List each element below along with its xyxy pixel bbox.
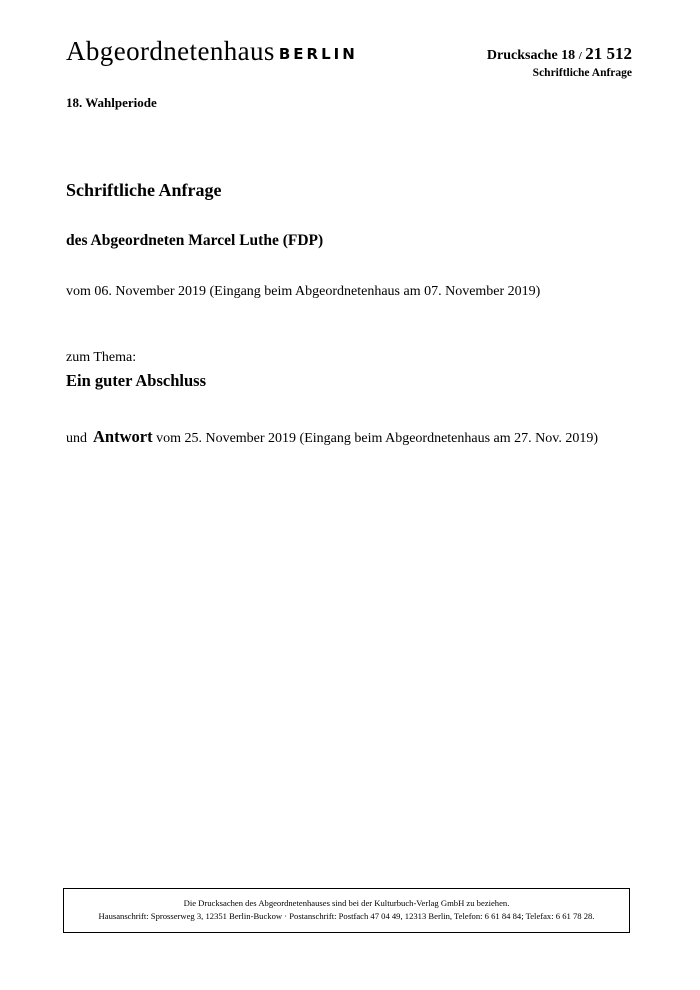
- topic-title: Ein guter Abschluss: [66, 371, 206, 390]
- date-line: vom 06. November 2019 (Eingang beim Abgeordnetenhaus am 07. November 2019): [66, 284, 541, 299]
- parliament-logo: [66, 38, 358, 65]
- drucksache-number: [487, 44, 632, 64]
- footer-box: [63, 888, 630, 933]
- document-title: Schriftliche Anfrage: [66, 180, 222, 200]
- drucksache-prefix: Drucksache 18: [486, 48, 576, 63]
- answer-date: vom 25. November 2019 (Eingang beim Abgeordnetenhaus am 27. Nov. 2019): [156, 431, 599, 446]
- logo-city-text: BERLIN: [278, 45, 358, 63]
- footer-line-2: Hausanschrift: Sprosserweg 3, 12351 Berlin-Buckow · Postanschrift: Postfach 47 04 49, 12313 Berlin, Telefon: 6 61 84 84; Telefax: 6 61 78 28.: [98, 911, 595, 921]
- author-line: des Abgeordneten Marcel Luthe (FDP): [66, 232, 324, 249]
- footer-line-1: Die Drucksachen des Abgeordnetenhauses sind bei der Kulturbuch-Verlag GmbH zu beziehen.: [183, 898, 510, 908]
- legislative-period: 18. Wahlperiode: [66, 95, 157, 110]
- logo-main-text: Abgeordnetenhaus: [66, 36, 275, 66]
- answer-label: Antwort: [93, 427, 153, 446]
- answer-line: [66, 427, 598, 447]
- drucksache-slash: /: [578, 50, 582, 62]
- answer-prefix: und: [66, 431, 87, 446]
- document-type: Schriftliche Anfrage: [532, 67, 632, 79]
- drucksache-value: 21 512: [585, 44, 632, 63]
- topic-label: zum Thema:: [66, 350, 137, 365]
